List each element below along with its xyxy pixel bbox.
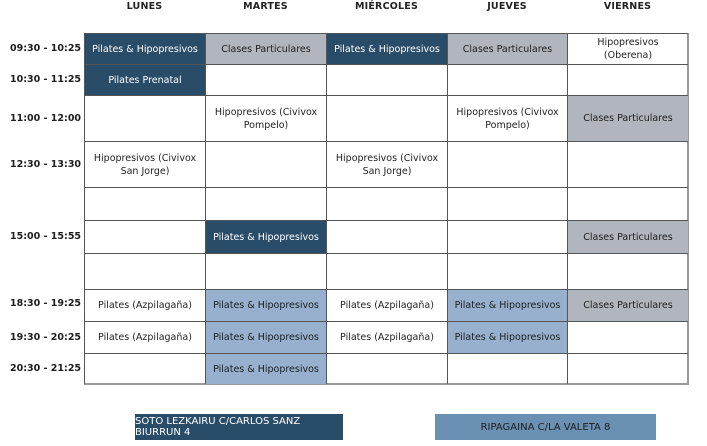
schedule-cell-viernes: Clases Particulares xyxy=(567,95,688,141)
schedule-cell-jueves xyxy=(447,141,567,187)
time-label: 10:30 - 11:25 xyxy=(10,74,82,85)
schedule-cell-lunes xyxy=(84,220,205,253)
schedule-cell-jueves xyxy=(447,253,567,289)
time-label xyxy=(0,253,82,289)
day-header-viernes: VIERNES xyxy=(603,1,652,12)
schedule-cell-jueves: Pilates & Hipopresivos xyxy=(447,321,567,353)
schedule-cell-miercoles xyxy=(326,187,447,220)
day-header-martes: MARTES xyxy=(243,1,288,12)
schedule-cell-miercoles xyxy=(326,220,447,253)
schedule-cell-viernes xyxy=(567,141,688,187)
schedule-cell-viernes xyxy=(567,321,688,353)
schedule-cell-jueves: Pilates & Hipopresivos xyxy=(447,289,567,321)
time-label xyxy=(0,187,82,220)
time-label: 19:30 - 20:25 xyxy=(10,331,82,343)
time-label: 18:30 - 19:25 xyxy=(10,297,82,309)
schedule-cell-lunes xyxy=(84,187,205,220)
schedule-cell-miercoles xyxy=(326,64,447,95)
legend-ripagaina: RIPAGAINA C/LA VALETA 8 xyxy=(435,414,656,440)
schedule-cell-martes: Pilates & Hipopresivos xyxy=(205,321,326,353)
schedule-cell-martes: Hipopresivos (Civivox Pompelo) xyxy=(205,95,326,141)
legend-soto-lezkairu: SOTO LEZKAIRU C/CARLOS SANZ BIURRUN 4 xyxy=(135,414,343,440)
schedule-cell-viernes: Clases Particulares xyxy=(567,220,688,253)
day-header-jueves: JUEVES xyxy=(487,1,527,12)
schedule-cell-jueves xyxy=(447,353,567,384)
schedule-cell-miercoles xyxy=(326,353,447,384)
schedule-cell-jueves xyxy=(447,187,567,220)
schedule-cell-lunes xyxy=(84,95,205,141)
schedule-cell-martes: Clases Particulares xyxy=(205,33,326,64)
schedule-cell-lunes xyxy=(84,253,205,289)
time-label: 09:30 - 10:25 xyxy=(10,43,82,54)
schedule-cell-miercoles: Pilates (Azpilagaña) xyxy=(326,289,447,321)
time-label: 11:00 - 12:00 xyxy=(10,112,82,124)
schedule-cell-martes xyxy=(205,253,326,289)
schedule-cell-jueves xyxy=(447,220,567,253)
schedule-cell-miercoles xyxy=(326,95,447,141)
schedule-cell-martes xyxy=(205,141,326,187)
day-header-miercoles: MIÉRCOLES xyxy=(354,1,419,12)
day-header-lunes: LUNES xyxy=(126,1,163,12)
schedule-cell-lunes: Pilates & Hipopresivos xyxy=(84,33,205,64)
schedule-cell-martes: Pilates & Hipopresivos xyxy=(205,353,326,384)
schedule-grid xyxy=(84,33,689,385)
time-label: 15:00 - 15:55 xyxy=(10,231,82,242)
schedule-cell-lunes: Pilates (Azpilagaña) xyxy=(84,289,205,321)
schedule-cell-viernes xyxy=(567,64,688,95)
schedule-cell-martes: Pilates & Hipopresivos xyxy=(205,220,326,253)
schedule-cell-miercoles: Pilates & Hipopresivos xyxy=(326,33,447,64)
schedule-cell-miercoles: Hipopresivos (Civivox San Jorge) xyxy=(326,141,447,187)
schedule-cell-lunes: Pilates Prenatal xyxy=(84,64,205,95)
schedule-cell-viernes xyxy=(567,353,688,384)
schedule-cell-martes xyxy=(205,187,326,220)
schedule-cell-jueves: Hipopresivos (Civivox Pompelo) xyxy=(447,95,567,141)
schedule-cell-lunes xyxy=(84,353,205,384)
schedule-cell-viernes: Clases Particulares xyxy=(567,289,688,321)
schedule-cell-lunes: Pilates (Azpilagaña) xyxy=(84,321,205,353)
schedule-cell-viernes xyxy=(567,187,688,220)
schedule-cell-jueves xyxy=(447,64,567,95)
schedule-cell-martes: Pilates & Hipopresivos xyxy=(205,289,326,321)
time-label: 12:30 - 13:30 xyxy=(10,158,82,170)
schedule-cell-viernes xyxy=(567,253,688,289)
schedule-cell-viernes: Hipopresivos (Oberena) xyxy=(567,33,688,64)
schedule-cell-jueves: Clases Particulares xyxy=(447,33,567,64)
schedule-cell-lunes: Hipopresivos (Civivox San Jorge) xyxy=(84,141,205,187)
schedule-cell-miercoles xyxy=(326,253,447,289)
time-label: 20:30 - 21:25 xyxy=(10,363,82,374)
schedule-cell-miercoles: Pilates (Azpilagaña) xyxy=(326,321,447,353)
schedule-cell-martes xyxy=(205,64,326,95)
